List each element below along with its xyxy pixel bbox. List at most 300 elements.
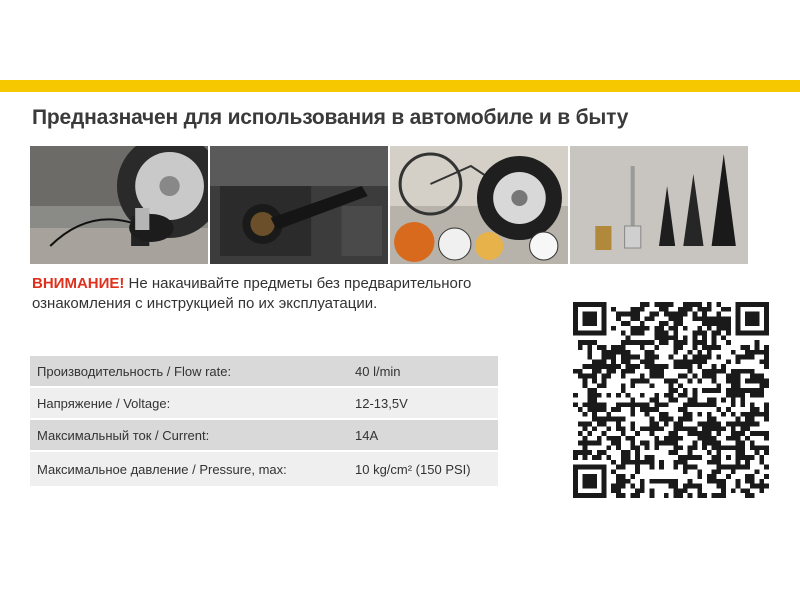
qr-module [654, 479, 659, 484]
qr-module [602, 469, 607, 474]
qr-module [716, 369, 721, 374]
qr-module [731, 436, 736, 441]
qr-module [678, 493, 683, 498]
qr-module [745, 426, 750, 431]
qr-module [688, 359, 693, 364]
qr-module [678, 364, 683, 369]
qr-module [716, 321, 721, 326]
qr-module [630, 307, 635, 312]
qr-module [678, 345, 683, 350]
qr-module [750, 422, 755, 427]
qr-module [573, 307, 578, 312]
qr-module [573, 369, 578, 374]
qr-module [621, 465, 626, 470]
qr-module [592, 359, 597, 364]
qr-module [645, 378, 650, 383]
qr-module [606, 350, 611, 355]
qr-module [755, 469, 760, 474]
qr-module [707, 479, 712, 484]
qr-module [683, 469, 688, 474]
qr-module [635, 307, 640, 312]
qr-module [697, 422, 702, 427]
qr-module [597, 493, 602, 498]
qr-module [736, 326, 741, 331]
qr-module [659, 364, 664, 369]
qr-module [583, 374, 588, 379]
table-row [30, 452, 498, 488]
qr-module [750, 484, 755, 489]
qr-module [759, 431, 764, 436]
qr-module [587, 479, 592, 484]
qr-module [611, 469, 616, 474]
qr-module [683, 484, 688, 489]
qr-module [583, 450, 588, 455]
qr-module [693, 359, 698, 364]
qr-module [764, 316, 769, 321]
qr-module [673, 335, 678, 340]
qr-module [740, 441, 745, 446]
qr-module [654, 312, 659, 317]
qr-module [664, 335, 669, 340]
qr-module [573, 402, 578, 407]
qr-module [702, 426, 707, 431]
qr-module [592, 493, 597, 498]
qr-module [736, 479, 741, 484]
qr-module [587, 493, 592, 498]
qr-module [759, 455, 764, 460]
qr-module [716, 345, 721, 350]
qr-module [573, 474, 578, 479]
qr-module [731, 445, 736, 450]
qr-module [597, 369, 602, 374]
qr-module [693, 465, 698, 470]
qr-module [592, 312, 597, 317]
qr-module [750, 445, 755, 450]
qr-module [583, 364, 588, 369]
qr-module [693, 355, 698, 360]
qr-module [755, 445, 760, 450]
qr-module [688, 417, 693, 422]
qr-module [726, 465, 731, 470]
qr-module [707, 422, 712, 427]
qr-module [587, 431, 592, 436]
qr-module [659, 479, 664, 484]
qr-module [573, 479, 578, 484]
qr-module [702, 388, 707, 393]
qr-module [583, 402, 588, 407]
qr-module [602, 479, 607, 484]
qr-module [702, 359, 707, 364]
qr-module [764, 302, 769, 307]
qr-module [640, 479, 645, 484]
qr-module [578, 340, 583, 345]
qr-module [697, 307, 702, 312]
qr-module [669, 479, 674, 484]
qr-module [736, 484, 741, 489]
qr-module [621, 345, 626, 350]
qr-module [693, 374, 698, 379]
qr-module [669, 398, 674, 403]
qr-module [721, 326, 726, 331]
qr-module [688, 369, 693, 374]
qr-module [726, 359, 731, 364]
qr-module [712, 388, 717, 393]
qr-module [587, 474, 592, 479]
qr-module [673, 465, 678, 470]
qr-module [606, 369, 611, 374]
qr-module [736, 312, 741, 317]
qr-module [583, 383, 588, 388]
qr-module [764, 345, 769, 350]
qr-module [716, 479, 721, 484]
qr-module [707, 441, 712, 446]
qr-module [592, 321, 597, 326]
qr-module [750, 441, 755, 446]
qr-module [726, 374, 731, 379]
page-title: Предназначен для использования в автомобиле и в быту [32, 106, 629, 129]
qr-module [697, 340, 702, 345]
qr-module [745, 436, 750, 441]
qr-module [654, 302, 659, 307]
qr-module [755, 345, 760, 350]
qr-module [726, 331, 731, 336]
qr-module [611, 364, 616, 369]
qr-module [587, 388, 592, 393]
qr-module [587, 345, 592, 350]
qr-module [745, 460, 750, 465]
qr-module [597, 345, 602, 350]
qr-module [669, 316, 674, 321]
qr-module [583, 441, 588, 446]
qr-module [736, 450, 741, 455]
qr-module [673, 460, 678, 465]
qr-module [736, 355, 741, 360]
qr-module [740, 445, 745, 450]
qr-module [745, 321, 750, 326]
qr-module [654, 345, 659, 350]
qr-module [712, 321, 717, 326]
qr-module [683, 426, 688, 431]
qr-module [654, 364, 659, 369]
table-row [30, 356, 498, 388]
qr-module [669, 388, 674, 393]
qr-module [616, 402, 621, 407]
qr-module [740, 302, 745, 307]
qr-module [635, 431, 640, 436]
qr-module [736, 331, 741, 336]
qr-module [673, 378, 678, 383]
qr-module [750, 479, 755, 484]
qr-module [755, 422, 760, 427]
qr-module [750, 393, 755, 398]
qr-module [587, 316, 592, 321]
qr-module [731, 422, 736, 427]
qr-module [745, 417, 750, 422]
qr-module [764, 331, 769, 336]
qr-module [736, 316, 741, 321]
qr-module [745, 465, 750, 470]
qr-module [664, 493, 669, 498]
qr-module [597, 422, 602, 427]
qr-module [764, 484, 769, 489]
qr-module [688, 484, 693, 489]
qr-module [736, 436, 741, 441]
qr-module [635, 455, 640, 460]
qr-module [635, 355, 640, 360]
qr-module [688, 378, 693, 383]
qr-module [764, 450, 769, 455]
qr-module [616, 407, 621, 412]
qr-module [654, 407, 659, 412]
qr-module [654, 331, 659, 336]
qr-module [764, 321, 769, 326]
qr-module [759, 302, 764, 307]
qr-module [693, 335, 698, 340]
qr-module [640, 331, 645, 336]
qr-module [740, 398, 745, 403]
qr-module [621, 431, 626, 436]
qr-module [750, 369, 755, 374]
qr-module [649, 364, 654, 369]
qr-module [640, 426, 645, 431]
qr-module [702, 422, 707, 427]
qr-module [664, 340, 669, 345]
qr-module [659, 441, 664, 446]
qr-module [635, 378, 640, 383]
qr-module [630, 493, 635, 498]
qr-module [649, 369, 654, 374]
qr-module [740, 455, 745, 460]
qr-module [573, 455, 578, 460]
qr-module [750, 388, 755, 393]
qr-code-icon [569, 302, 773, 498]
qr-module [673, 340, 678, 345]
qr-module [693, 455, 698, 460]
qr-module [764, 417, 769, 422]
qr-module [693, 340, 698, 345]
qr-module [750, 412, 755, 417]
qr-module [731, 350, 736, 355]
qr-module [683, 326, 688, 331]
qr-module [702, 374, 707, 379]
qr-module [602, 331, 607, 336]
qr-module [621, 312, 626, 317]
qr-module [755, 431, 760, 436]
qr-module [592, 484, 597, 489]
qr-module [683, 460, 688, 465]
qr-module [750, 455, 755, 460]
qr-module [630, 340, 635, 345]
qr-module [731, 465, 736, 470]
qr-module [602, 488, 607, 493]
qr-module [616, 393, 621, 398]
qr-module [693, 398, 698, 403]
qr-module [712, 364, 717, 369]
qr-module [626, 321, 631, 326]
qr-module [621, 474, 626, 479]
qr-module [673, 493, 678, 498]
qr-module [669, 378, 674, 383]
qr-module [587, 350, 592, 355]
qr-module [659, 417, 664, 422]
qr-module [578, 345, 583, 350]
qr-module [755, 321, 760, 326]
qr-module [583, 436, 588, 441]
qr-module [736, 460, 741, 465]
qr-module [645, 426, 650, 431]
qr-module [587, 355, 592, 360]
qr-module [640, 326, 645, 331]
qr-module [654, 445, 659, 450]
qr-module [693, 445, 698, 450]
qr-module [597, 455, 602, 460]
bicycle-balls-wheel-photo [390, 146, 568, 264]
qr-module [578, 450, 583, 455]
qr-module [626, 402, 631, 407]
qr-module [587, 393, 592, 398]
qr-module [707, 326, 712, 331]
qr-module [640, 302, 645, 307]
qr-module [669, 417, 674, 422]
qr-module [611, 359, 616, 364]
qr-module [649, 460, 654, 465]
qr-module [702, 316, 707, 321]
qr-module [702, 345, 707, 350]
qr-module [616, 488, 621, 493]
qr-module [578, 302, 583, 307]
qr-module [587, 402, 592, 407]
qr-module [697, 493, 702, 498]
qr-module [740, 412, 745, 417]
qr-module [611, 417, 616, 422]
qr-module [626, 460, 631, 465]
qr-module [688, 493, 693, 498]
qr-module [592, 369, 597, 374]
qr-module [630, 441, 635, 446]
qr-module [630, 460, 635, 465]
qr-module [664, 302, 669, 307]
qr-module [635, 450, 640, 455]
qr-module [664, 402, 669, 407]
qr-module [755, 378, 760, 383]
qr-module [621, 388, 626, 393]
qr-module [592, 474, 597, 479]
qr-module [616, 484, 621, 489]
qr-module [678, 445, 683, 450]
qr-module [736, 455, 741, 460]
qr-module [745, 331, 750, 336]
qr-module [693, 331, 698, 336]
qr-module [645, 407, 650, 412]
qr-module [721, 484, 726, 489]
qr-module [592, 407, 597, 412]
qr-module [712, 402, 717, 407]
qr-module [693, 312, 698, 317]
qr-module [755, 412, 760, 417]
qr-module [716, 326, 721, 331]
qr-module [669, 393, 674, 398]
qr-module [587, 465, 592, 470]
qr-module [573, 321, 578, 326]
qr-module [649, 426, 654, 431]
qr-module [678, 417, 683, 422]
qr-module [611, 369, 616, 374]
qr-module [745, 493, 750, 498]
qr-module [640, 393, 645, 398]
qr-module [736, 445, 741, 450]
qr-module [702, 355, 707, 360]
qr-module [592, 412, 597, 417]
qr-module [759, 378, 764, 383]
qr-module [740, 422, 745, 427]
qr-module [731, 383, 736, 388]
qr-module [712, 469, 717, 474]
qr-module [649, 355, 654, 360]
qr-module [635, 340, 640, 345]
qr-module [621, 460, 626, 465]
qr-module [573, 493, 578, 498]
qr-module [740, 388, 745, 393]
qr-module [583, 422, 588, 427]
qr-module [640, 340, 645, 345]
qr-module [693, 484, 698, 489]
qr-module [673, 345, 678, 350]
qr-module [712, 369, 717, 374]
qr-module [602, 465, 607, 470]
qr-module [602, 474, 607, 479]
qr-module [736, 307, 741, 312]
qr-module [616, 441, 621, 446]
qr-module [731, 378, 736, 383]
qr-module [583, 321, 588, 326]
qr-module [683, 355, 688, 360]
qr-module [726, 393, 731, 398]
qr-module [649, 407, 654, 412]
qr-module [712, 460, 717, 465]
qr-module [606, 412, 611, 417]
qr-module [755, 374, 760, 379]
qr-module [716, 465, 721, 470]
qr-module [707, 302, 712, 307]
qr-module [702, 340, 707, 345]
qr-module [673, 350, 678, 355]
qr-module [583, 340, 588, 345]
qr-module [731, 369, 736, 374]
qr-module [640, 378, 645, 383]
qr-module [712, 493, 717, 498]
qr-module [616, 422, 621, 427]
qr-module [583, 378, 588, 383]
qr-module [716, 355, 721, 360]
qr-module [707, 388, 712, 393]
qr-module [745, 369, 750, 374]
qr-module [664, 417, 669, 422]
qr-module [659, 307, 664, 312]
spec-name: Максимальное давление / Pressure, max: [37, 461, 287, 477]
qr-module [750, 378, 755, 383]
qr-module [611, 326, 616, 331]
qr-module [645, 402, 650, 407]
qr-module [654, 398, 659, 403]
qr-module [736, 383, 741, 388]
qr-module [707, 307, 712, 312]
qr-module [731, 431, 736, 436]
qr-module [659, 326, 664, 331]
qr-module [683, 302, 688, 307]
qr-module [755, 484, 760, 489]
qr-module [764, 326, 769, 331]
qr-module [626, 369, 631, 374]
